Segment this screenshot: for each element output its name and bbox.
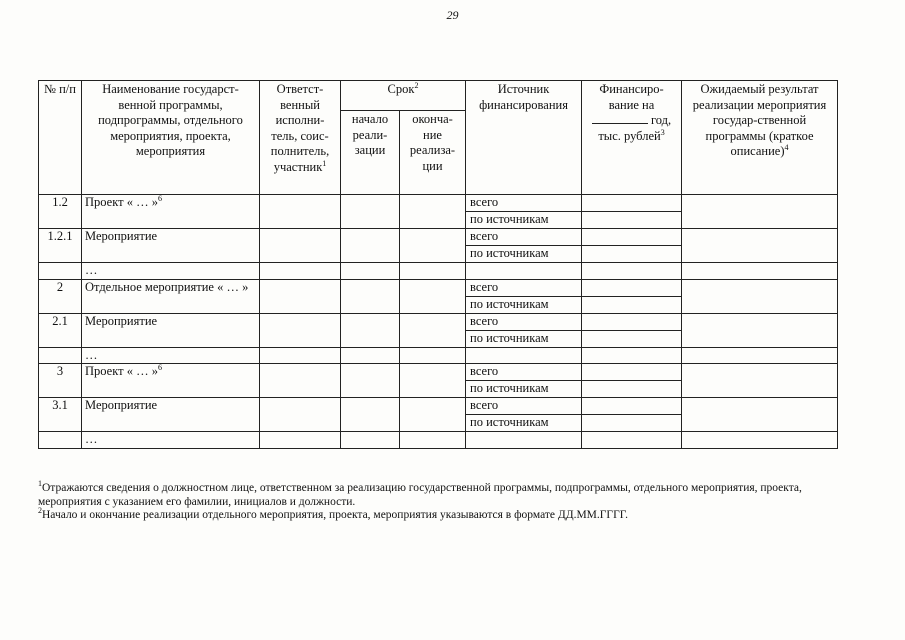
row-number: 1.2 xyxy=(39,195,82,229)
source-by-sources: по источникам xyxy=(466,296,582,313)
ellipsis-cell: … xyxy=(82,432,260,449)
source-total: всего xyxy=(466,398,582,415)
table-row xyxy=(39,313,838,330)
source-by-sources: по источникам xyxy=(466,246,582,263)
row-responsible xyxy=(260,195,341,229)
footnotes xyxy=(38,479,848,523)
empty-cell xyxy=(341,263,400,280)
footnote-1: $^1$Отражаются сведения о должностном лице, ответственном за реализацию государственной программы, подпрограммы, отдельного мероприятия, проекта, мероприятия с указанием его фамилии, инициалов и должности. xyxy=(38,479,802,508)
row-result xyxy=(682,229,838,263)
header-source: Источник финансирования xyxy=(466,81,582,195)
empty-cell xyxy=(682,263,838,280)
source-total: всего xyxy=(466,279,582,296)
empty-cell xyxy=(400,432,466,449)
source-by-sources: по источникам xyxy=(466,212,582,229)
table-body xyxy=(39,195,838,449)
empty-cell xyxy=(260,432,341,449)
empty-cell xyxy=(260,347,341,364)
empty-cell xyxy=(39,263,82,280)
empty-cell xyxy=(466,263,582,280)
row-term-start xyxy=(341,398,400,432)
row-result xyxy=(682,398,838,432)
table-row xyxy=(39,398,838,415)
source-total: всего xyxy=(466,313,582,330)
row-term-end xyxy=(400,279,466,313)
row-term-start xyxy=(341,279,400,313)
row-term-end xyxy=(400,398,466,432)
financing-total xyxy=(582,229,682,246)
table-header xyxy=(39,81,838,195)
table-row-ellipsis xyxy=(39,347,838,364)
table-row xyxy=(39,229,838,246)
financing-by-sources xyxy=(582,381,682,398)
source-by-sources: по источникам xyxy=(466,330,582,347)
row-term-end xyxy=(400,195,466,229)
row-term-start xyxy=(341,313,400,347)
source-total: всего xyxy=(466,364,582,381)
empty-cell xyxy=(466,432,582,449)
footnote-2: $^2$Начало и окончание реализации отдельного мероприятия, проекта, мероприятия указываются в формате ДД.ММ.ГГГГ. xyxy=(38,506,628,521)
row-responsible xyxy=(260,364,341,398)
header-responsible: Ответст-венный исполни-тель, соис-полнитель, участник$^1$ xyxy=(260,81,341,195)
financing-by-sources xyxy=(582,296,682,313)
row-result xyxy=(682,313,838,347)
table-row xyxy=(39,195,838,212)
row-number: 2.1 xyxy=(39,313,82,347)
ellipsis-cell: … xyxy=(82,347,260,364)
table-row-ellipsis xyxy=(39,263,838,280)
row-term-end xyxy=(400,364,466,398)
row-name: Мероприятие xyxy=(82,229,260,263)
source-total: всего xyxy=(466,195,582,212)
empty-cell xyxy=(341,347,400,364)
header-num: № п/п xyxy=(39,81,82,195)
empty-cell xyxy=(260,263,341,280)
empty-cell xyxy=(582,347,682,364)
financing-by-sources xyxy=(582,330,682,347)
empty-cell xyxy=(582,432,682,449)
table-row-ellipsis xyxy=(39,432,838,449)
financing-total xyxy=(582,398,682,415)
row-term-start xyxy=(341,229,400,263)
financing-total xyxy=(582,364,682,381)
header-term-end: оконча-ние реализа-ции xyxy=(400,111,466,195)
empty-cell xyxy=(39,432,82,449)
row-name: Отдельное мероприятие « … » xyxy=(82,279,260,313)
year-blank-line xyxy=(592,113,648,124)
row-responsible xyxy=(260,398,341,432)
row-result xyxy=(682,364,838,398)
row-term-end xyxy=(400,313,466,347)
row-number: 2 xyxy=(39,279,82,313)
table-row xyxy=(39,279,838,296)
financing-by-sources xyxy=(582,415,682,432)
empty-cell xyxy=(400,263,466,280)
header-result: Ожидаемый результат реализации мероприятия государ-ственной программы (краткое описание)$^4$ xyxy=(682,81,838,195)
row-responsible xyxy=(260,229,341,263)
source-by-sources: по источникам xyxy=(466,415,582,432)
header-financing: Финансиро-вание на год, тыс. рублей$^3$ xyxy=(582,81,682,195)
row-name: Проект « … »$^6$ xyxy=(82,364,260,398)
row-number: 3 xyxy=(39,364,82,398)
empty-cell xyxy=(682,347,838,364)
empty-cell xyxy=(400,347,466,364)
row-result xyxy=(682,279,838,313)
row-name: Мероприятие xyxy=(82,313,260,347)
row-result xyxy=(682,195,838,229)
page-number: 29 xyxy=(446,8,459,22)
header-term: Срок$^2$ xyxy=(341,81,466,111)
source-total: всего xyxy=(466,229,582,246)
empty-cell xyxy=(466,347,582,364)
empty-cell xyxy=(341,432,400,449)
empty-cell xyxy=(682,432,838,449)
empty-cell xyxy=(582,263,682,280)
financing-total xyxy=(582,279,682,296)
row-term-start xyxy=(341,195,400,229)
table-row xyxy=(39,364,838,381)
financing-by-sources xyxy=(582,212,682,229)
header-term-start: начало реали-зации xyxy=(341,111,400,195)
financing-by-sources xyxy=(582,246,682,263)
row-responsible xyxy=(260,279,341,313)
row-term-start xyxy=(341,364,400,398)
source-by-sources: по источникам xyxy=(466,381,582,398)
empty-cell xyxy=(39,347,82,364)
row-name: Мероприятие xyxy=(82,398,260,432)
financing-total xyxy=(582,313,682,330)
row-number: 3.1 xyxy=(39,398,82,432)
row-responsible xyxy=(260,313,341,347)
row-term-end xyxy=(400,229,466,263)
header-name: Наименование государст-венной программы, подпрограммы, отдельного мероприятия, проекта, мероприятия xyxy=(82,81,260,195)
program-plan-table xyxy=(38,80,838,449)
financing-total xyxy=(582,195,682,212)
ellipsis-cell: … xyxy=(82,263,260,280)
row-name: Проект « … »$^6$ xyxy=(82,195,260,229)
row-number: 1.2.1 xyxy=(39,229,82,263)
